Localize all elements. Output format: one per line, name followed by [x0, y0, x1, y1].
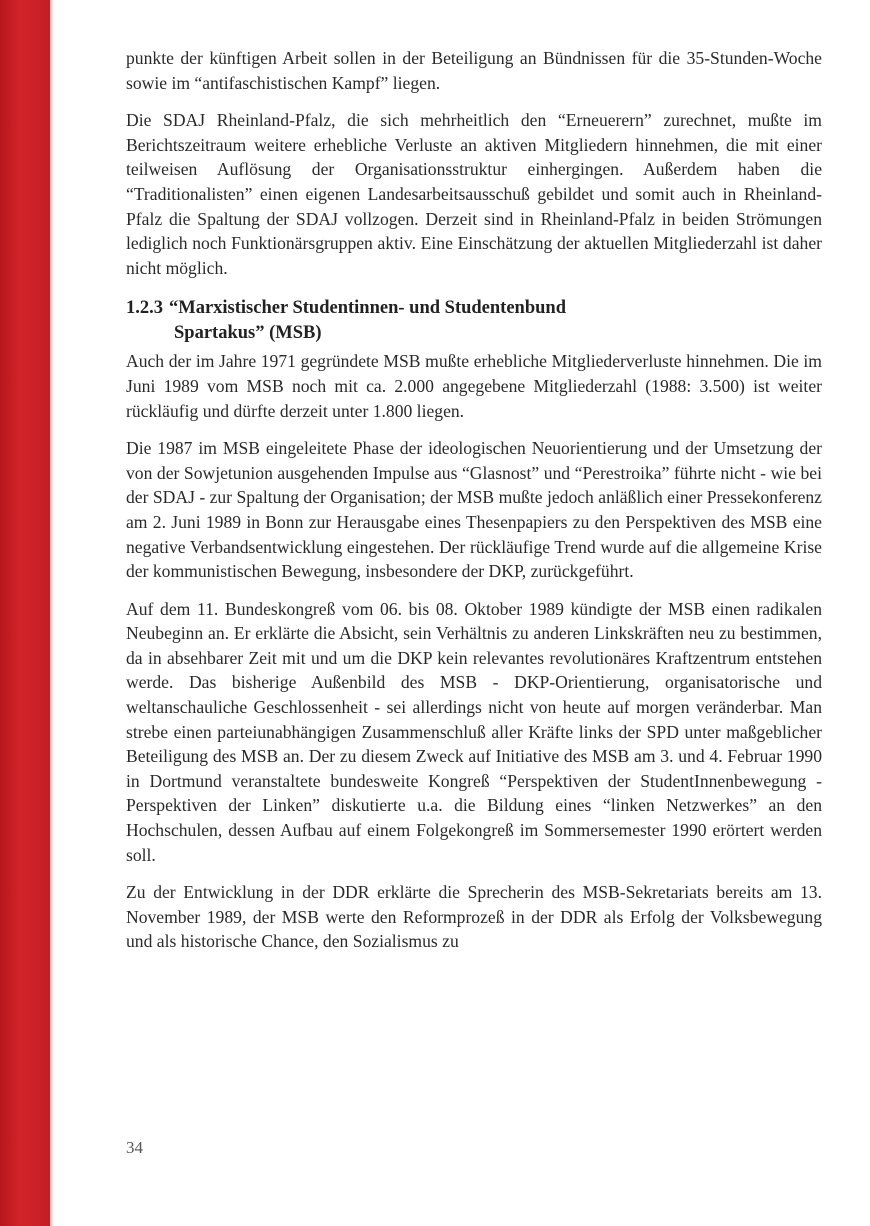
- section-heading: [126, 296, 822, 346]
- margin-color-bar: [0, 0, 50, 1226]
- paragraph-sdaj-rheinland-pfalz: Die SDAJ Rheinland-Pfalz, die sich mehrheitlich den “Erneuerern” zurechnet, mußte im Berichtszeitraum weitere erhebliche Verluste an aktiven Mitgliedern hinnehmen, die mit einer teilweisen Auflösung der Organisationsstruktur einhergingen. Außerdem haben die “Traditionalisten” einen eigenen Landesarbeitsausschuß gebildet und somit auch in Rheinland-Pfalz die Spaltung der SDAJ vollzogen. Derzeit sind in Rheinland-Pfalz in beiden Strömungen lediglich noch Funktionärsgruppen aktiv. Eine Einschätzung der aktuellen Mitgliederzahl ist daher nicht möglich.: [126, 110, 822, 278]
- paragraph-msb-ddr: Zu der Entwicklung in der DDR erklärte die Sprecherin des MSB-Sekretariats bereits am 13. November 1989, der MSB werte den Reformprozeß in der DDR als Erfolg der Volksbewegung und als historische Chance, den Sozialismus zu: [126, 882, 822, 952]
- paragraph-msb-congress: Auf dem 11. Bundeskongreß vom 06. bis 08. Oktober 1989 kündigte der MSB einen radikalen Neubeginn an. Er erklärte die Absicht, sein Verhältnis zu anderen Linkskräften neu zu bestimmen, da in absehbarer Zeit mit und um die DKP kein relevantes revolutionäres Kraftzentrum entstehen werde. Das bisherige Außenbild des MSB - DKP-Orientierung, organisatorische und weltanschauliche Geschlossenheit - sei allerdings nicht von heute auf morgen veränderbar. Man strebe einen parteiunabhängigen Zusammenschluß aller Kräfte links der SPD unter maßgeblicher Beteiligung des MSB an. Der zu diesem Zweck auf Initiative des MSB am 3. und 4. Februar 1990 in Dortmund veranstaltete bundesweite Kongreß “Perspektiven der StudentInnenbewegung - Perspektiven der Linken” diskutierte u.a. die Bildung eines “linken Netzwerkes” an den Hochschulen, dessen Aufbau auf einem Folgekongreß im Sommersemester 1990 erörtert werden soll.: [126, 598, 822, 865]
- paragraph-continued: punkte der künftigen Arbeit sollen in der Beteiligung an Bündnissen für die 35-Stunden-Woche sowie im “antifaschistischen Kampf” liegen.: [126, 48, 822, 93]
- page-body: [126, 46, 822, 967]
- margin-bar-edge: [50, 0, 54, 1226]
- section-title-line2: Spartakus” (MSB): [174, 323, 322, 344]
- page-number: 34: [126, 1138, 143, 1157]
- paragraph-msb-members: Auch der im Jahre 1971 gegründete MSB mußte erhebliche Mitgliederverluste hinnehmen. Die im Juni 1989 vom MSB noch mit ca. 2.000 angegebene Mitgliederzahl (1988: 3.500) ist weiter rückläufig und dürfte derzeit unter 1.800 liegen.: [126, 351, 822, 421]
- section-number: 1.2.3: [126, 298, 163, 319]
- paragraph-msb-reorientation: Die 1987 im MSB eingeleitete Phase der ideologischen Neuorientierung und der Umsetzung der von der Sowjetunion ausgehenden Impulse aus “Glasnost” und “Perestroika” führte nicht - wie bei der SDAJ - zur Spaltung der Organisation; der MSB mußte jedoch anläßlich einer Pressekonferenz am 2. Juni 1989 in Bonn zur Herausgabe eines Thesenpapiers zu den Perspektiven des MSB eine negative Verbandsentwicklung eingestehen. Der rückläufige Trend wurde auf die allgemeine Krise der kommunistischen Bewegung, insbesondere der DKP, zurückgeführt.: [126, 438, 822, 582]
- section-title-line1: “Marxistischer Studentinnen- und Studentenbund: [169, 298, 567, 319]
